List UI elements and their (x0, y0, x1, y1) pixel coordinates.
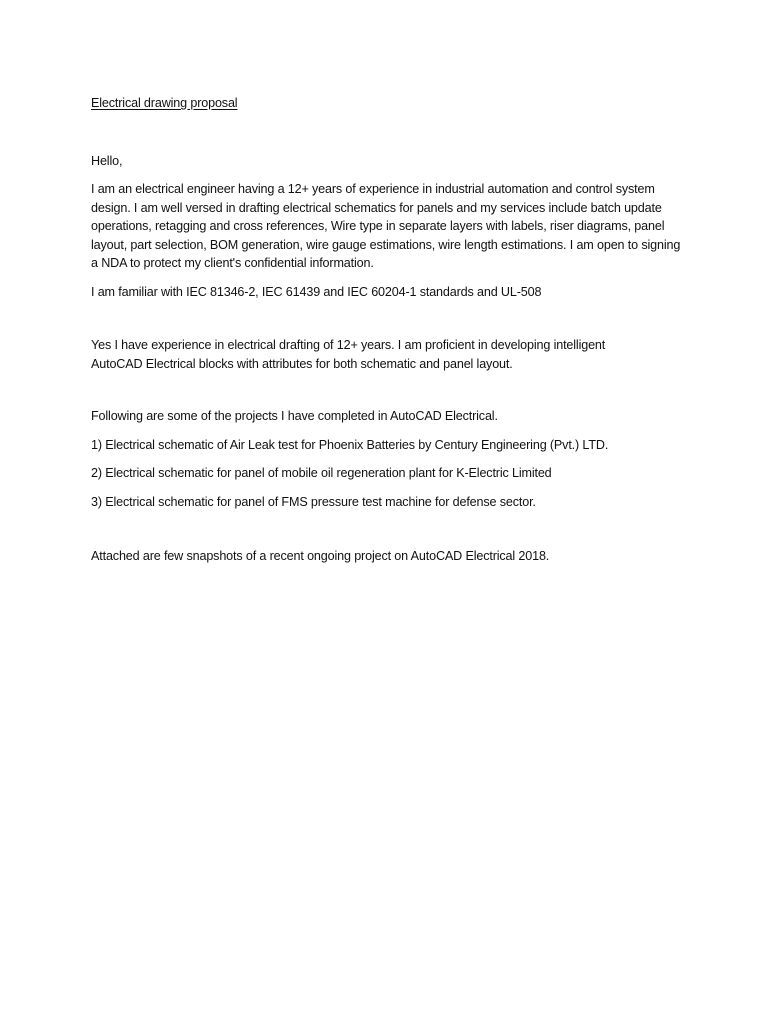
intro-paragraph: I am an electrical engineer having a 12+ years of experience in industrial automation and control system design. I am well versed in drafting electrical schematics for panels and my services include batch update operations, retagging and cross references, Wire type in separate layers with labels, riser diagrams, panel layout, part selection, BOM generation, wire gauge estimations, wire length estimations. I am open to signing a NDA to protect my client's confidential information. (91, 182, 681, 270)
document-page (91, 94, 691, 566)
attached-note: Attached are few snapshots of a recent ongoing project on AutoCAD Electrical 2018. (91, 549, 550, 563)
experience-paragraph: Yes I have experience in electrical drafting of 12+ years. I am proficient in developing intelligent AutoCAD Electrical blocks with attributes for both schematic and panel layout. (91, 338, 606, 371)
projects-intro: Following are some of the projects I have completed in AutoCAD Electrical. (91, 409, 498, 423)
project-item: 2) Electrical schematic for panel of mobile oil regeneration plant for K-Electric Limited (91, 466, 552, 480)
greeting: Hello, (91, 153, 123, 168)
project-item: 3) Electrical schematic for panel of FMS pressure test machine for defense sector. (91, 494, 536, 509)
standards-paragraph: I am familiar with IEC 81346-2, IEC 61439 and IEC 60204-1 standards and UL-508 (91, 284, 542, 299)
project-item: 1) Electrical schematic of Air Leak test for Phoenix Batteries by Century Engineering (Pvt.) LTD. (91, 437, 609, 452)
document-title: Electrical drawing proposal (91, 96, 238, 110)
